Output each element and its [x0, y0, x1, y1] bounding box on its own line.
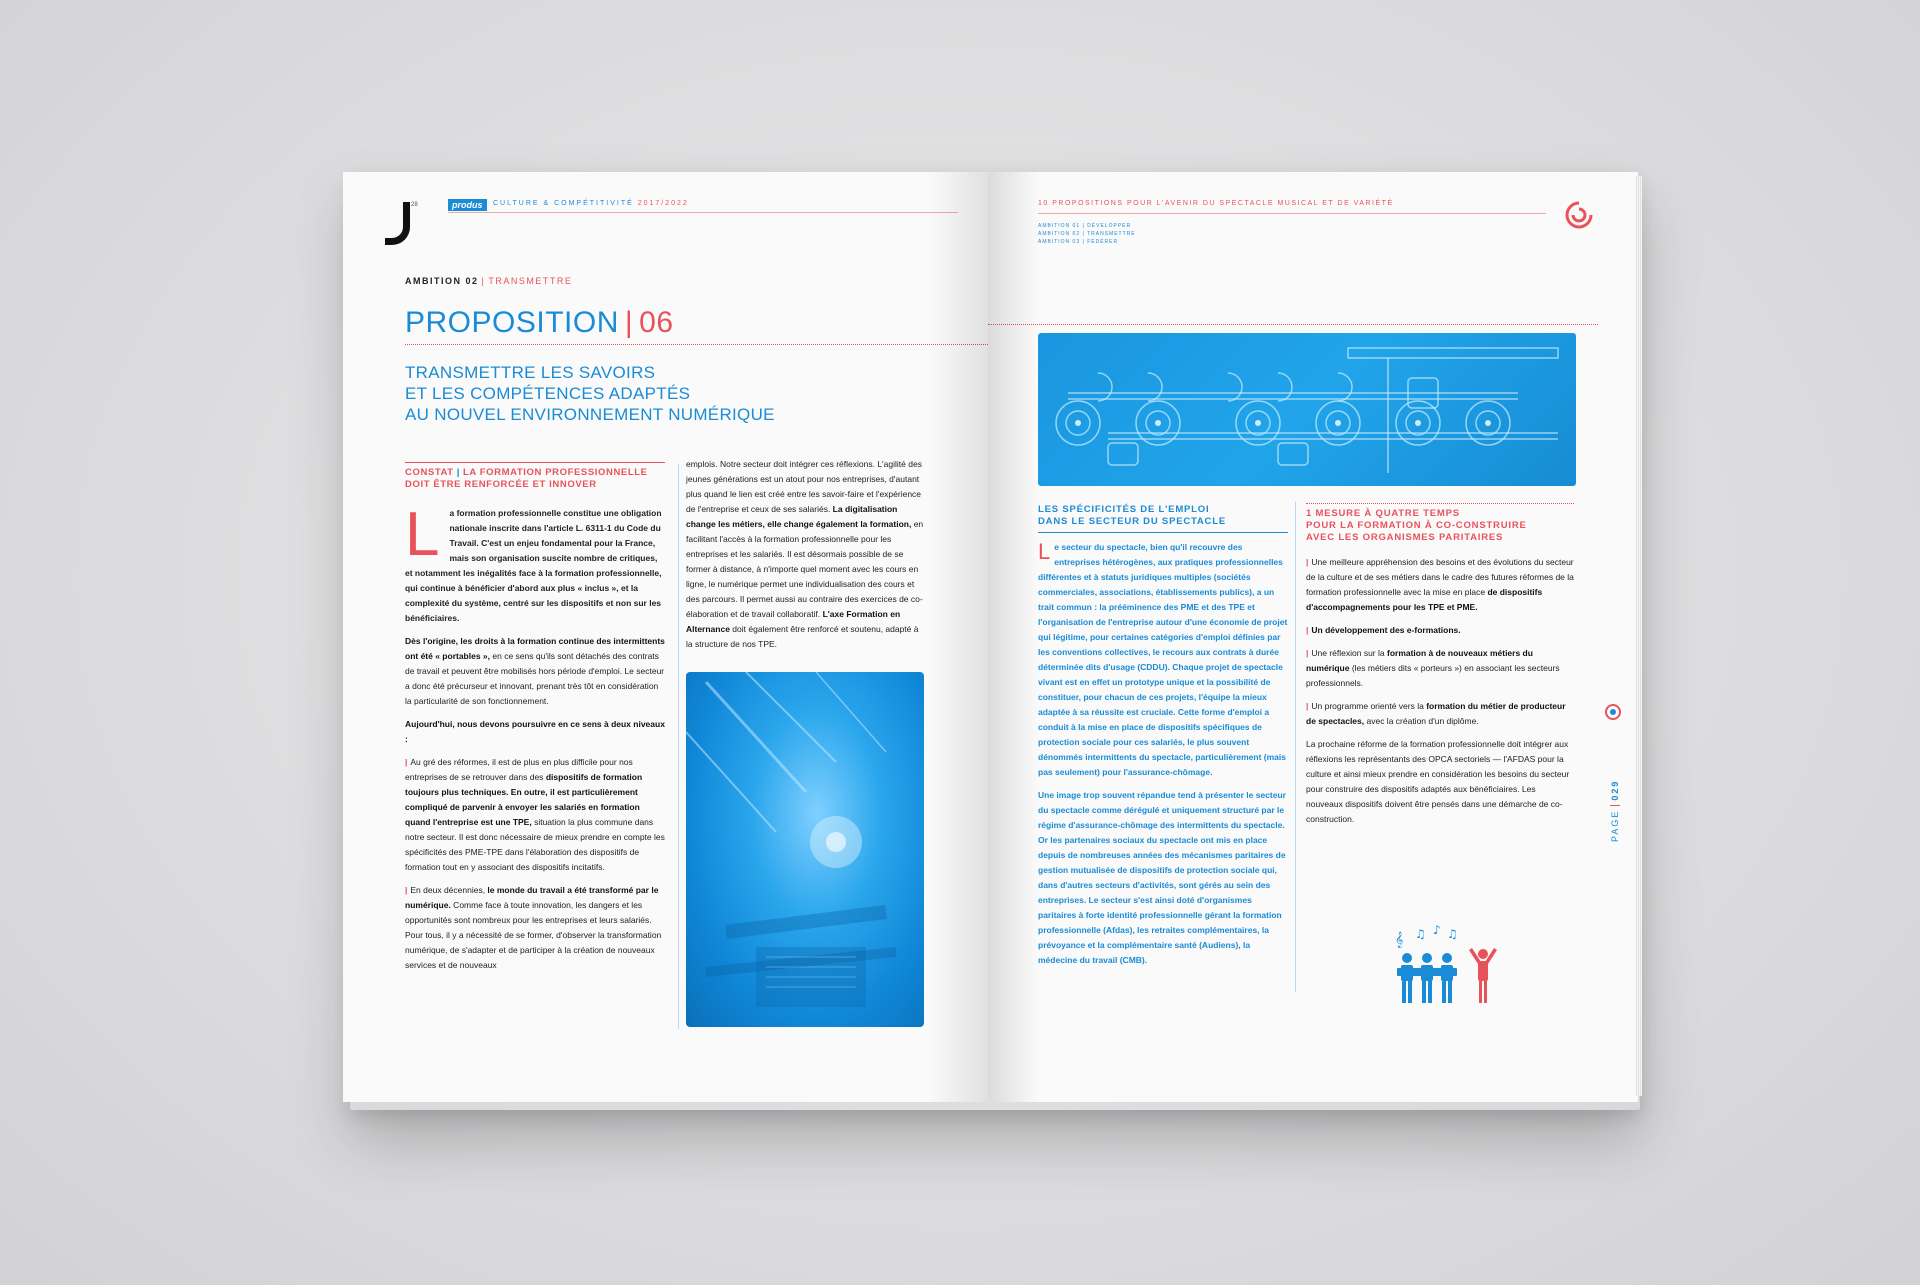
subtitle-line: ET LES COMPÉTENCES ADAPTÉS: [405, 384, 691, 403]
col2-a: emplois. Notre secteur doit intégrer ces réflexions. L'agilité des jeunes générations est un atout pour nos entreprises, d'autant plus quand le lien est créé entre les savoir-faire et l'expérience de l'entreprise et ceux de ses salariés.: [686, 459, 922, 514]
intro-paragraph: a formation professionnelle constitue une obligation nationale inscrite dans l'article L. 6311-1 du Code du Travail. C'est un enjeu fondamental pour la France, mais son organisation suscite nombre de critiques, et notamment les inégalités face à la formation professionnelle, qui continue à bénéficier d'abord aux plus « inclus », et la complexité du système, centré sur les dispositifs et non sur les bénéficiaires.: [405, 508, 662, 623]
mesure-heading: [1306, 503, 1574, 544]
circle-logo-icon: [1564, 200, 1594, 230]
mixing-console-illustration: [1038, 333, 1576, 486]
heading-line: LES SPÉCIFICITÉS DE L'EMPLOI: [1038, 504, 1210, 515]
heading-line: 1 MESURE À QUATRE TEMPS: [1306, 508, 1460, 519]
svg-text:♫: ♫: [1447, 927, 1458, 941]
bullet1-a: Au gré des réformes, il est de plus en plus difficile pour nos entreprises de se retrouver dans des: [405, 757, 633, 782]
svg-text:𝄞: 𝄞: [1395, 932, 1404, 948]
subtitle-line: AU NOUVEL ENVIRONNEMENT NUMÉRIQUE: [405, 405, 775, 424]
page-word: PAGE: [1610, 809, 1620, 842]
bullet1-c: situation la plus commune dans notre secteur. Il est donc nécessaire de mieux prendre en compte les spécificités des PME-TPE dans l'élaboration des dispositifs de formation tout en y associant des dispositifs incitatifs.: [405, 817, 665, 872]
constat-heading: CONSTAT | LA FORMATION PROFESSIONNELLE DOIT ÊTRE RENFORCÉE ET INNOVER: [405, 462, 665, 491]
ambition-list: [1038, 222, 1136, 246]
left-page: [343, 172, 988, 1102]
ambition-sub: TRANSMETTRE: [488, 276, 573, 286]
right-page: [988, 172, 1638, 1102]
left-page-number: 28: [411, 202, 418, 208]
heading-line: POUR LA FORMATION À CO-CONSTRUIRE: [1306, 520, 1527, 531]
concert-photo-graphic: [686, 672, 924, 1027]
para2-bold: Dès l'origine, les droits à la formation continue des intermittents ont été « portables »,: [405, 636, 665, 661]
page-number: 029: [1610, 780, 1620, 806]
mesure-4-a: Un programme orienté vers la: [1311, 701, 1427, 711]
dotted-divider: [988, 324, 1598, 325]
specificites-heading: [1038, 504, 1288, 533]
constat-label: CONSTAT: [405, 467, 454, 478]
bullet2-c: Comme face à toute innovation, les dangers et les opportunités sont nombreux pour les entreprises et leurs salariés. Pour tous, il y a nécessité de se former, d'observer la transformation numérique, de s'adapter et de participer à la création de nouveaux services et de nouveaux: [405, 900, 662, 970]
heading-line: DANS LE SECTEUR DU SPECTACLE: [1038, 516, 1226, 527]
left-header-title: CULTURE & COMPÉTITIVITÉ: [493, 200, 634, 207]
heading-line: AVEC LES ORGANISMES PARITAIRES: [1306, 532, 1504, 543]
bullet2-b: le monde du travail a été transformé par le numérique.: [405, 885, 659, 910]
left-header: [493, 200, 689, 207]
mesure-1-b: de dispositifs d'accompagnements pour les TPE et PME.: [1306, 587, 1543, 612]
svg-text:♪: ♪: [1433, 924, 1441, 937]
choir-illustration-icon: [1393, 924, 1513, 1024]
ambition-item: AMBITION 01 | DÉVELOPPER: [1038, 223, 1132, 229]
col2-d: L'axe Formation en Alternance: [686, 609, 901, 634]
spec-paragraph-2: Une image trop souvent répandue tend à présenter le secteur du spectacle comme dérégulé et uniquement structuré par le régime d'assurance-chômage des intermittents du spectacle. Or les partenaires sociaux du spectacle ont mis en place depuis de nombreuses années des mécanismes paritaires de gestion mutualisée de dispositifs de protection sociale qui, dans d'autres secteurs d'activités, sont gérés au sein des entreprises. Le secteur s'est ainsi doté d'organismes paritaires à forte identité professionnelle gérant la formation professionnelle (Afdas), les retraites complémentaires, la prévoyance et la complémentaire santé (Audiens), la médecine du travail (CMB).: [1038, 790, 1286, 965]
left-column-1: L a formation professionnelle constitue une obligation nationale inscrite dans l'article L. 6311-1 du Code du Travail. C'est un enjeu fondamental pour la France, mais son organisation suscite nombre de critiques, et notamment les inégalités face à la formation professionnelle, qui continue à bénéficier d'abord aux plus « inclus », et la complexité du système, centré sur les dispositifs et non sur les bénéficiaires. Dès l'origine, les droits à la formation continue des intermittents ont été « portables », en ce sens qu'ils sont détachés des contrats de travail et peuvent être mobilisés hors période d'emploi. Le secteur a donc été précurseur et innovant, prenant très tôt en considération la particularité de son fonctionnement. Aujourd'hui, nous devons poursuivre en ce sens à deux niveaux : | Au gré des réformes, il est de plus en plus difficile pour nos entreprises de se retrouver dans des dispositifs de formation toujours plus techniques. En outre, il est particulièrement compliqué de parvenir à envoyer les salariés en formation quand l'entreprise est une TPE, situation la plus commune dans notre secteur. Il est donc nécessaire de mieux prendre en compte les spécificités des PME-TPE dans l'élaboration des dispositifs de formation tout en y associant des dispositifs incitatifs. | En deux décennies, le monde du travail a été transformé par le numérique. Comme face à toute innovation, les dangers et les opportunités sont nombreux pour les entreprises et leurs salariés. Pour tous, il y a nécessité de se former, d'observer la transformation numérique, de s'adapter et de participer à la création de nouveaux services et de nouveaux: [405, 500, 665, 970]
dropcap: L: [405, 500, 440, 569]
proposition-number: 06: [639, 306, 674, 339]
j-mark-icon: [385, 202, 410, 245]
mesure-2: Un développement des e-formations.: [1311, 625, 1461, 635]
dotted-divider: [405, 344, 988, 345]
brand-logo-icon: produs: [448, 199, 487, 211]
mesure-1-a: Une meilleure appréhension des besoins et des évolutions du secteur de la culture et de ses métiers dans le cadre des futures réformes de la formation professionnelle avec la mise en place: [1306, 557, 1574, 597]
proposition-title: PROPOSITION | 06: [405, 306, 674, 339]
specificites-text: [1038, 540, 1288, 976]
ambition-number: AMBITION 02: [405, 276, 479, 286]
mixing-console-graphic: [1038, 333, 1576, 486]
column-rule: [678, 464, 679, 1029]
col2-b: La digitalisation change les métiers, elle change également la formation,: [686, 504, 912, 529]
constat-line: LA FORMATION PROFESSIONNELLE: [462, 467, 648, 478]
concert-photo: [686, 672, 924, 1027]
right-header: 10 PROPOSITIONS POUR L'AVENIR DU SPECTACLE MUSICAL ET DE VARIÉTÉ: [1038, 200, 1394, 207]
col2-e: doit également être renforcé et soutenu, adapté à la structure de nos TPE.: [686, 624, 919, 649]
ambition-item: AMBITION 02 | TRANSMETTRE: [1038, 231, 1136, 237]
page-number-label: [1610, 780, 1620, 842]
mesure-3-b: formation à de nouveaux métiers du numérique: [1306, 648, 1533, 673]
page-edge-stack: [1636, 176, 1642, 1096]
header-rule: [448, 212, 958, 213]
left-header-years: 2017/2022: [637, 200, 689, 207]
closing-paragraph: La prochaine réforme de la formation professionnelle doit intégrer aux réflexions les représentants des OPCA sectoriels — l'AFDAS pour la culture et ainsi mieux prendre en considération les besoins du secteur pour construire des dispositifs adaptés aux bénéficiaires. Les nouveaux dispositifs doivent être pensés dans une démarche de co-construction.: [1306, 739, 1570, 824]
subtitle-line: TRANSMETTRE LES SAVOIRS: [405, 363, 656, 382]
header-rule: [1038, 213, 1546, 214]
mesure-3-a: Une réflexion sur la: [1311, 648, 1387, 658]
ambition-item: AMBITION 03 | FÉDÉRER: [1038, 239, 1119, 245]
svg-text:♫: ♫: [1415, 927, 1426, 941]
bullet1-b: dispositifs de formation toujours plus techniques. En outre, il est particulièrement compliqué de parvenir à envoyer les salariés en formation quand l'entreprise est une TPE,: [405, 772, 643, 827]
proposition-word: PROPOSITION: [405, 306, 619, 339]
para2-rest: en ce sens qu'ils sont détachés des contrats de travail et peuvent être mobilisés hors période d'emploi. Le secteur a donc été précurseur et innovant, prenant très tôt en considération la particularité de son fonctionnement.: [405, 651, 665, 706]
target-icon: [1605, 704, 1621, 720]
spec-dropcap: L: [1038, 539, 1051, 564]
mesure-4-c: avec la création d'un diplôme.: [1364, 716, 1479, 726]
col2-c: en facilitant l'accès à la formation professionnelle pour les entreprises et les salariés. Il est désormais possible de se former à distance, à n'importe quel moment avec les cours en ligne, le numérique permet une individualisation des cours et des parcours. Il permet aussi au contraire des exercices de co-élaboration et de travail collaboratif.: [686, 519, 924, 619]
ambition-label: AMBITION 02 | TRANSMETTRE: [405, 276, 573, 286]
column-rule: [1295, 502, 1296, 992]
proposition-subtitle: [405, 362, 825, 425]
mesure-4-b: formation du métier de producteur de spectacles,: [1306, 701, 1566, 726]
bullet2-a: En deux décennies,: [410, 885, 488, 895]
spec-paragraph: e secteur du spectacle, bien qu'il recouvre des entreprises hétérogènes, aux pratiques professionnelles différentes et à statuts juridiques multiples (sociétés commerciales, associations, établissements publics), a un trait commun : la prééminence des PME et des TPE et l'organisation de l'entreprise autour d'une économie de projet qui légitime, pour certaines catégories d'emploi définies par les conventions collectives, le recours aux contrats à durée déterminée dits d'usage (CDDU). Chaque projet de spectacle vivant est en effet un prototype unique et la possibilité de constituer, pour chacun de ces projets, l'équipe la mieux adaptée à sa réussite est cruciale. Cette forme d'emploi a conduit à la mise en place de dispositifs spécifiques de protection sociale pour ces salariés, le plus souvent dénommés intermittents du spectacle, particulièrement (mais pas seulement) pour l'assurance-chômage.: [1038, 542, 1288, 777]
para3-bold: Aujourd'hui, nous devons poursuivre en ce sens à deux niveaux :: [405, 719, 665, 744]
left-column-2: [686, 457, 924, 660]
mesure-column: | Une meilleure appréhension des besoins et des évolutions du secteur de la culture et de ses métiers dans le cadre des futures réformes de la formation professionnelle avec la mise en place de dispositifs d'accompagnements pour les TPE et PME. | Un développement des e-formations. | Une réflexion sur la formation à de nouveaux métiers du numérique (les métiers dits « porteurs ») en associant les secteurs professionnels. | Un programme orienté vers la formation du métier de producteur de spectacles, avec la création d'un diplôme. La prochaine réforme de la formation professionnelle doit intégrer aux réflexions les représentants des OPCA sectoriels — l'AFDAS pour la culture et ainsi mieux prendre en considération les besoins du secteur pour construire des dispositifs adaptés aux bénéficiaires. Les nouveaux dispositifs doivent être pensés dans une démarche de co-construction.: [1306, 557, 1574, 824]
constat-line: DOIT ÊTRE RENFORCÉE ET INNOVER: [405, 479, 597, 490]
mesure-3-c: (les métiers dits « porteurs ») en associant les secteurs professionnels.: [1306, 663, 1560, 688]
